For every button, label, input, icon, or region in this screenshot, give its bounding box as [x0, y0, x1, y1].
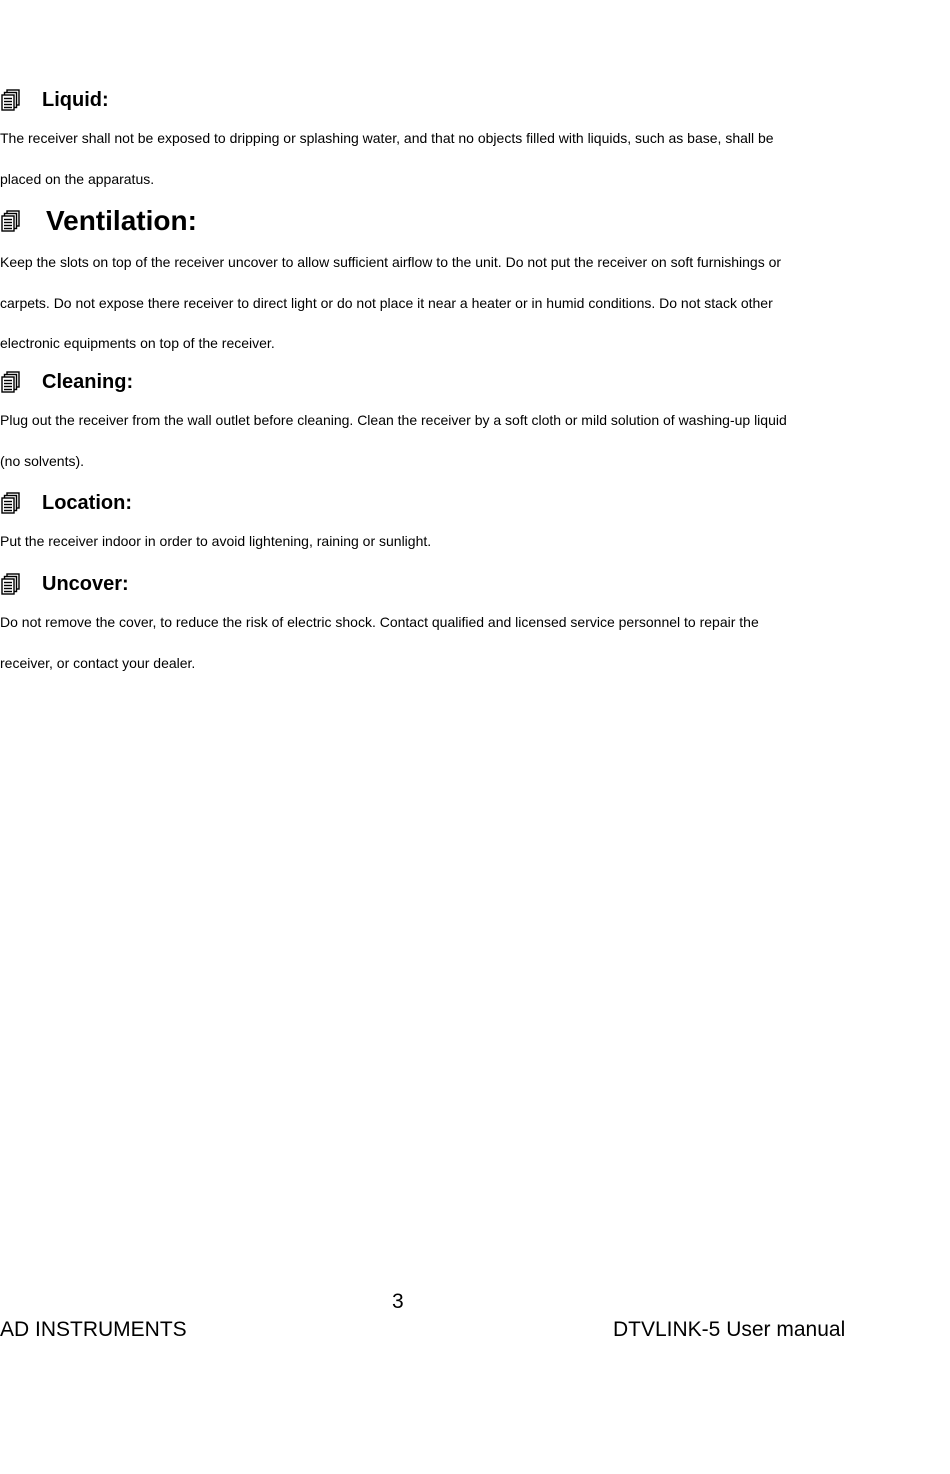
paragraph-line: (no solvents). [0, 452, 85, 469]
section-heading [0, 82, 900, 118]
section-location [0, 485, 900, 562]
stacked-pages-icon [0, 89, 22, 111]
paragraph-line: Keep the slots on top of the receiver uncover to allow sufficient airflow to the unit. Do not put the receiver on soft furnishings or [0, 254, 782, 270]
paragraph-line: The receiver shall not be exposed to dripping or splashing water, and that no objects filled with liquids, such as base, shall be [0, 130, 774, 146]
stacked-pages-icon [0, 210, 22, 232]
section-heading [0, 200, 900, 242]
heading-location: Location: [42, 491, 132, 514]
footer-company: AD INSTRUMENTS [0, 1318, 187, 1341]
paragraph-line: carpets. Do not expose there receiver to direct light or do not place it near a heater or in humid conditions. Do not stack other [0, 294, 773, 311]
stacked-pages-icon [0, 573, 22, 595]
paragraph-line: Put the receiver indoor in order to avoid lightening, raining or sunlight. [0, 533, 432, 549]
paragraph-line: Plug out the receiver from the wall outlet before cleaning. Clean the receiver by a soft cloth or mild solution of washing-up liquid [0, 412, 787, 428]
paragraph-line: Do not remove the cover, to reduce the risk of electric shock. Contact qualified and licensed service personnel to repair the [0, 614, 759, 630]
heading-liquid: Liquid: [42, 88, 109, 111]
section-liquid [0, 82, 900, 199]
heading-ventilation: Ventilation: [46, 205, 197, 236]
stacked-pages-icon [0, 371, 22, 393]
section-uncover [0, 566, 900, 683]
heading-cleaning: Cleaning: [42, 370, 134, 393]
section-heading [0, 364, 900, 400]
footer-document-title: DTVLINK-5 User manual [613, 1318, 846, 1341]
section-ventilation [0, 200, 900, 364]
paragraph-line: receiver, or contact your dealer. [0, 654, 196, 671]
section-heading [0, 485, 900, 521]
page-number: 3 [392, 1290, 404, 1313]
section-cleaning [0, 364, 900, 481]
paragraph-line: electronic equipments on top of the receiver. [0, 335, 275, 351]
heading-uncover: Uncover: [42, 572, 129, 595]
section-heading [0, 566, 900, 602]
stacked-pages-icon [0, 492, 22, 514]
paragraph-line: placed on the apparatus. [0, 170, 155, 187]
